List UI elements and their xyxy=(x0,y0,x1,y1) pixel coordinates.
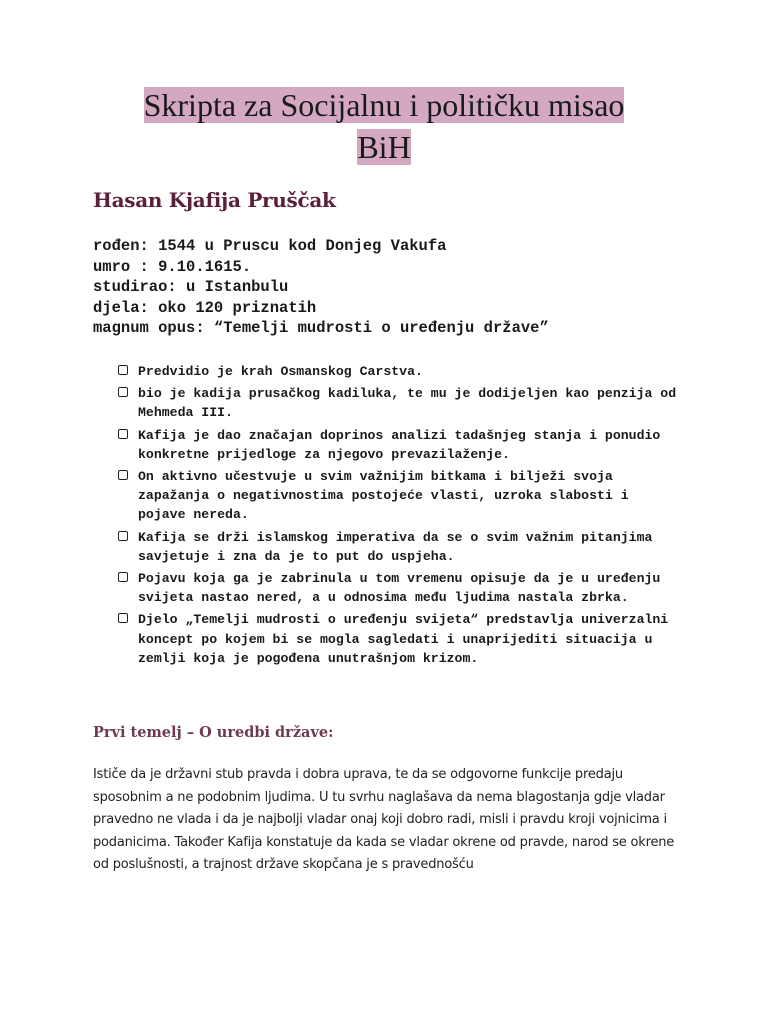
checkbox-icon xyxy=(118,470,128,480)
fact-died: umro : 9.10.1615. xyxy=(93,257,252,276)
checkbox-icon xyxy=(118,613,128,623)
list-item xyxy=(118,610,678,668)
checkbox-icon xyxy=(118,572,128,582)
list-item-text: On aktivno učestvuje u svim važnijim bitkama i bilježi svoja zapažanja o negativnostima postojeće vlasti, uzroka slabosti i pojave nereda. xyxy=(138,469,629,523)
list-item xyxy=(118,467,678,525)
list-item xyxy=(118,569,678,607)
list-item-text: Kafija je dao značajan doprinos analizi tadašnjeg stanja i ponudio konkretne prijedloge za njegovo prevazilaženje. xyxy=(138,427,661,462)
author-heading: Hasan Kjafija Pruščak xyxy=(93,188,336,212)
section-heading: Prvi temelj – O uredbi države: xyxy=(93,724,334,741)
list-item xyxy=(118,362,678,381)
checkbox-list xyxy=(118,362,678,671)
checkbox-icon xyxy=(118,365,128,375)
list-item-text: Pojavu koja ga je zabrinula u tom vremenu opisuje da je u uređenju svijeta nastao nered, a u odnosima među ljudima nastala zbrka. xyxy=(138,571,661,606)
list-item-text: Kafija se drži islamskog imperativa da se o svim važnim pitanjima savjetuje i zna da je to put do uspjeha. xyxy=(138,529,653,564)
list-item xyxy=(118,528,678,566)
list-item xyxy=(118,426,678,464)
fact-studied: studirao: u Istanbulu xyxy=(93,278,289,297)
list-item-text: bio je kadija prusačkog kadiluka, te mu je dodijeljen kao penzija od Mehmeda III. xyxy=(138,386,677,421)
title-line-2: BiH xyxy=(357,129,411,165)
title-line-1: Skripta za Socijalnu i političku misao xyxy=(143,87,625,123)
list-item-text: Djelo „Temelji mudrosti o uređenju svijeta“ predstavlja univerzalni koncept po kojem bi se mogla sagledati i unaprijediti situacija u zemlji koja je pogođena unutrašnjom krizom. xyxy=(138,612,669,666)
checkbox-icon xyxy=(118,387,128,397)
fact-works: djela: oko 120 priznatih xyxy=(93,298,317,317)
document-title xyxy=(0,84,768,168)
fact-born: rođen: 1544 u Pruscu kod Donjeg Vakufa xyxy=(93,237,447,255)
fact-magnum-opus: magnum opus: “Temelji mudrosti o uređenju države” xyxy=(93,319,549,338)
list-item xyxy=(118,384,678,422)
list-item-text: Predvidio je krah Osmanskog Carstva. xyxy=(138,364,423,379)
checkbox-icon xyxy=(118,531,128,541)
facts-block xyxy=(93,236,549,339)
body-paragraph: Ističe da je državni stub pravda i dobra uprava, te da se odgovorne funkcije predaju sposobnim a ne podobnim ljudima. U tu svrhu naglašava da nema blagostanja gdje vladar pravedno ne vlada i da je najbolji vladar onaj koji dobro radi, misli i pravdu kroji vojnicima i podanicima. Također Kafija konstatuje da kada se vladar okrene od pravde, narod se okrene od poslušnosti, a trajnost države skopčana je s pravednošću xyxy=(93,767,675,873)
checkbox-icon xyxy=(118,429,128,439)
